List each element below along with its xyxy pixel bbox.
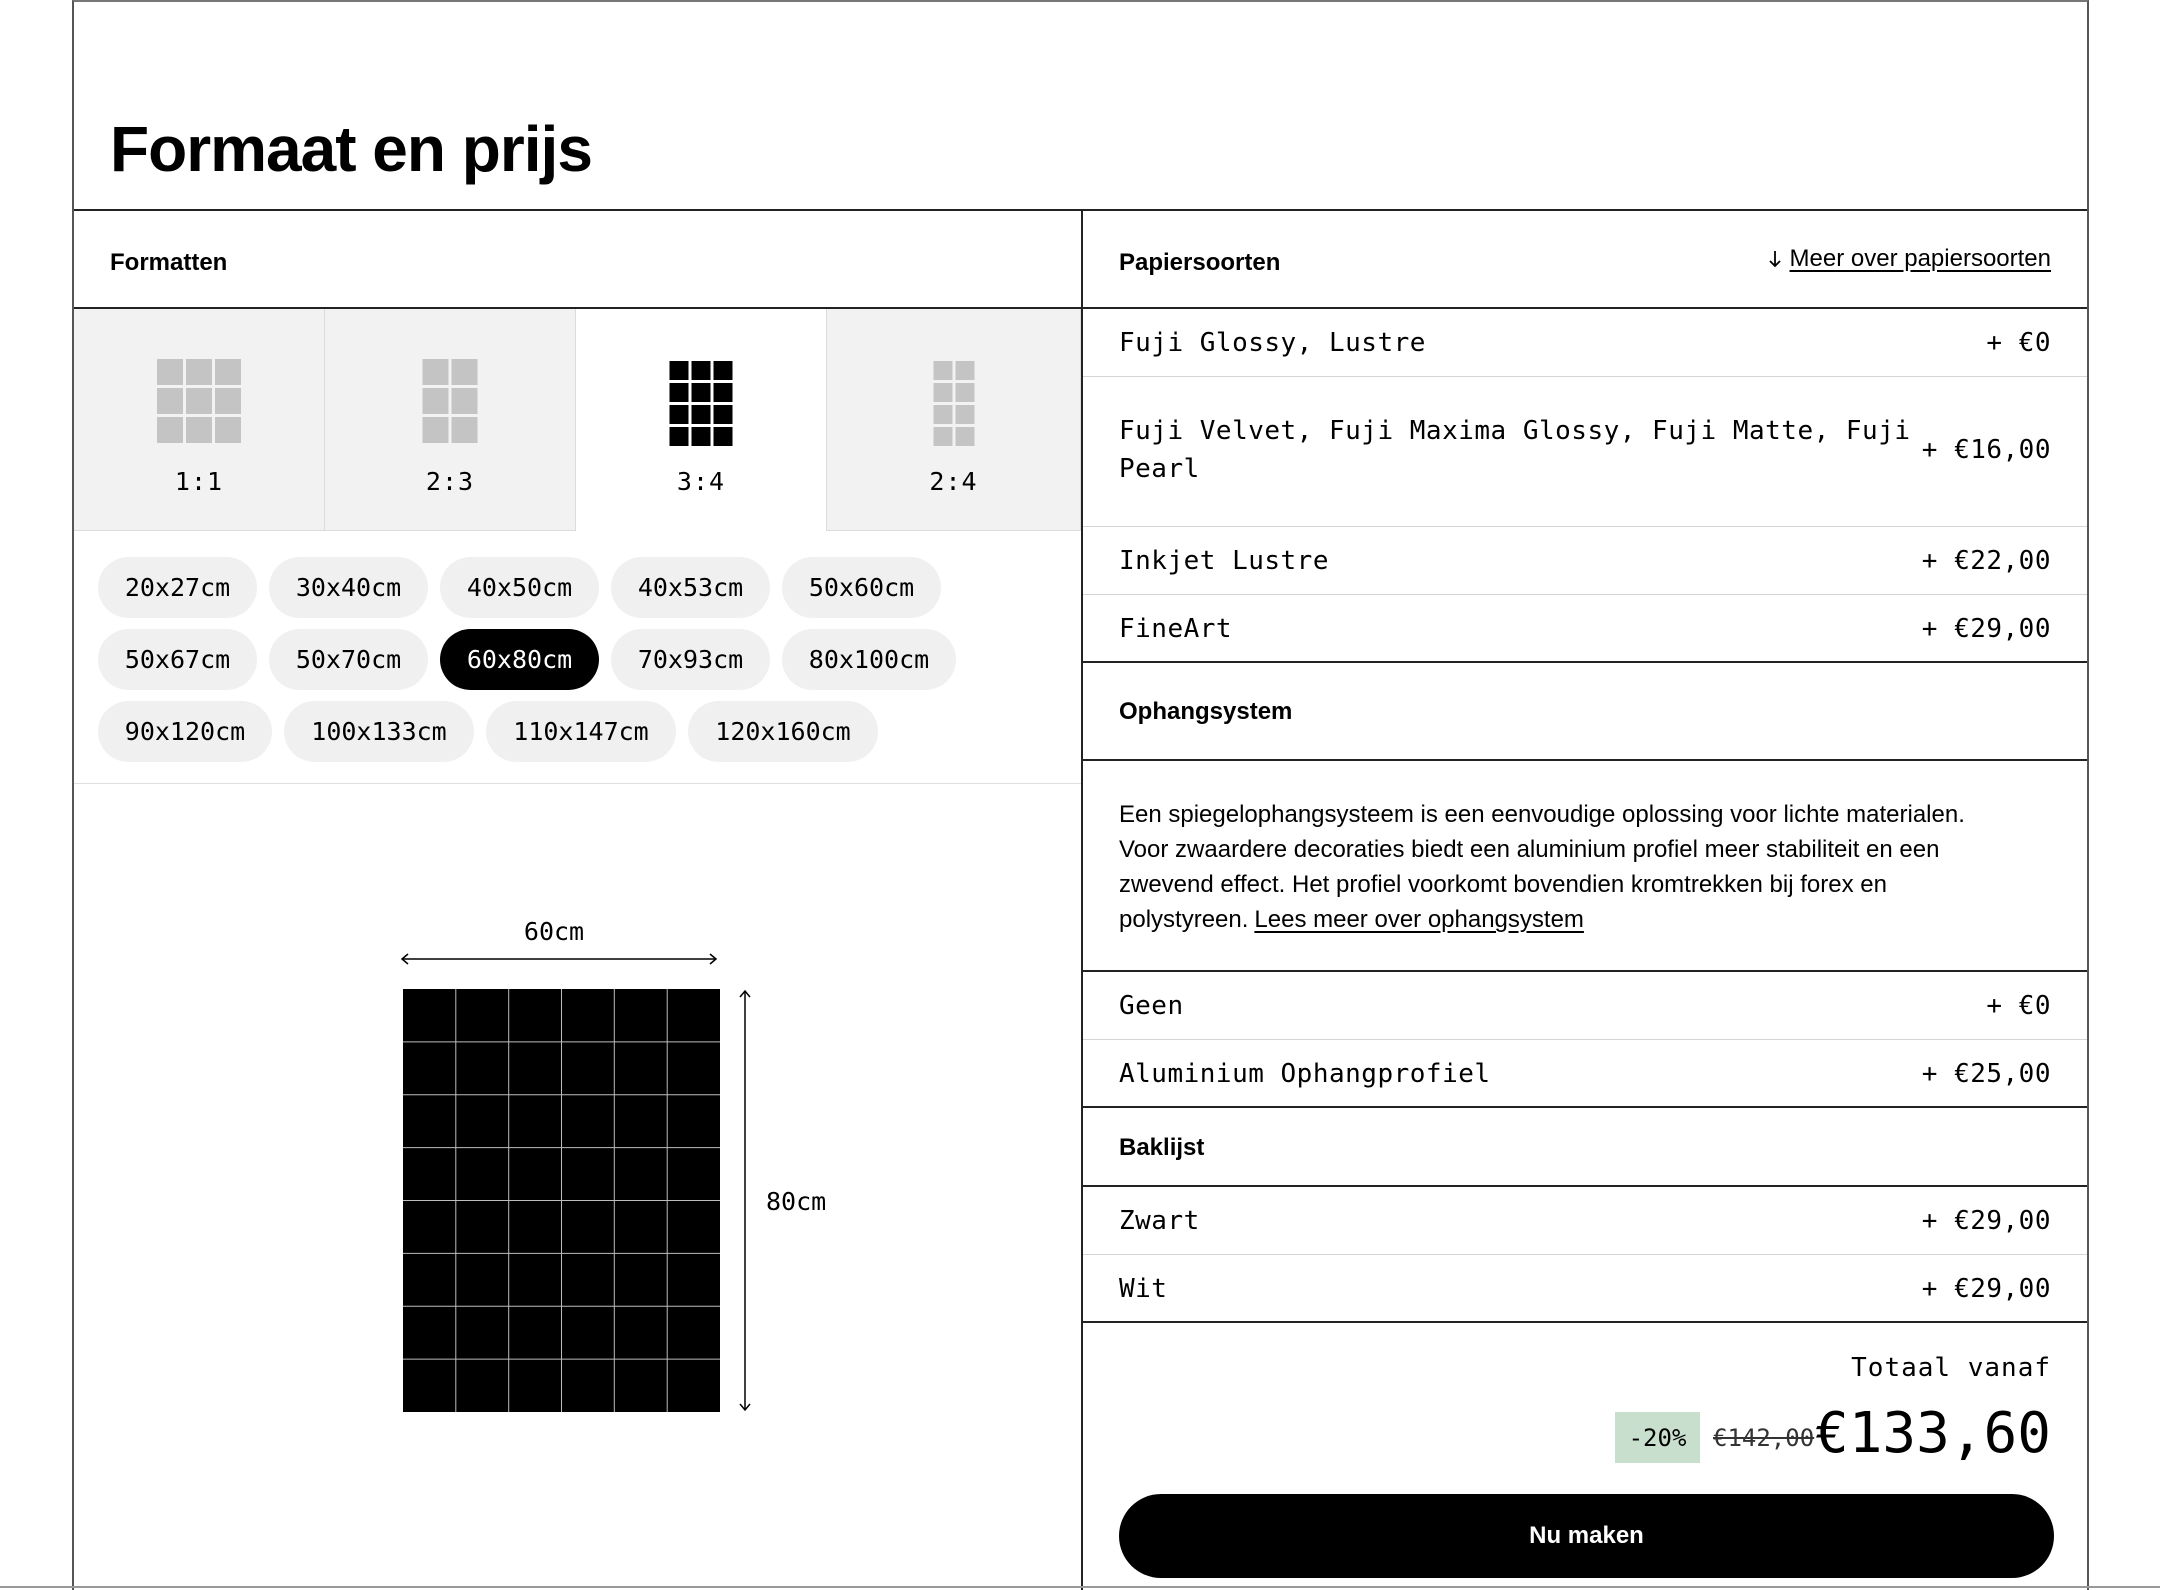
description-line: Een spiegelophangsysteem is een eenvoudige oplossing voor lichte materialen. — [1119, 801, 1965, 828]
option-price: + €29,00 — [1921, 614, 2051, 644]
option-name-line2: Pearl — [1119, 454, 1200, 484]
ratio-label: 2:4 — [929, 467, 978, 496]
formats-heading: Formatten — [110, 249, 228, 276]
discount-badge: -20% — [1615, 1412, 1700, 1463]
size-chip[interactable]: 80x100cm — [782, 629, 956, 690]
option-price: + €22,00 — [1921, 546, 2051, 576]
old-price: €142,00 — [1713, 1424, 1815, 1452]
size-chips — [74, 531, 1081, 784]
description-line: polystyreen. — [1119, 906, 1249, 933]
ratio-label: 1:1 — [174, 467, 224, 496]
size-chip[interactable]: 70x93cm — [611, 629, 770, 690]
size-preview — [74, 787, 1081, 1383]
hanging-heading: Ophangsystem — [1119, 698, 1293, 725]
option-name-line1: Fuji Velvet, Fuji Maxima Glossy, Fuji Matte, Fuji — [1119, 416, 1911, 446]
option-name: Aluminium Ophangprofiel — [1119, 1059, 1491, 1089]
size-chip[interactable]: 40x53cm — [611, 557, 770, 618]
size-chip[interactable]: 30x40cm — [269, 557, 428, 618]
ratio-2-3-icon — [423, 359, 478, 443]
total-section — [1083, 1323, 2087, 1590]
option-name: Inkjet Lustre — [1119, 546, 1329, 576]
paper-option[interactable] — [1083, 595, 2087, 663]
size-chip[interactable]: 50x60cm — [782, 557, 941, 618]
option-price: + €29,00 — [1921, 1274, 2051, 1304]
ratio-label: 2:3 — [425, 467, 475, 496]
height-arrow-icon — [738, 989, 752, 1412]
height-label: 80cm — [766, 1187, 827, 1216]
hanging-info-link[interactable]: Lees meer over ophangsystem — [1254, 906, 1584, 933]
paper-heading: Papiersoorten — [1119, 249, 1281, 276]
ratio-1-1-icon — [157, 359, 241, 443]
bottom-divider — [0, 1586, 2160, 1588]
page-frame — [72, 0, 2089, 1590]
ratio-3-4-icon — [670, 361, 733, 446]
size-chip[interactable]: 100x133cm — [284, 701, 474, 762]
canvas-preview — [403, 989, 720, 1412]
page-title: Formaat en prijs — [110, 113, 592, 185]
size-chip[interactable]: 110x147cm — [486, 701, 676, 762]
size-chip[interactable]: 120x160cm — [688, 701, 878, 762]
size-chip[interactable]: 90x120cm — [98, 701, 272, 762]
ratio-2-4-icon — [933, 361, 974, 446]
option-name: Geen — [1119, 991, 1184, 1021]
hanging-header — [1083, 663, 2087, 761]
paper-option[interactable] — [1083, 309, 2087, 377]
size-chip[interactable]: 50x67cm — [98, 629, 257, 690]
option-price: + €16,00 — [1921, 435, 2051, 465]
options-column — [1081, 211, 2087, 1590]
description-line: Voor zwaardere decoraties biedt een aluminium profiel meer stabiliteit en een — [1119, 836, 1940, 863]
option-name: Wit — [1119, 1274, 1168, 1304]
description-line: zwevend effect. Het profiel voorkomt bovendien kromtrekken bij forex en — [1119, 871, 1887, 898]
option-price: + €29,00 — [1921, 1206, 2051, 1236]
ratio-tab-1-1[interactable] — [74, 309, 325, 531]
ratio-tab-3-4[interactable] — [576, 309, 827, 531]
option-price: + €25,00 — [1921, 1059, 2051, 1089]
ratio-label: 3:4 — [676, 467, 726, 496]
paper-option[interactable] — [1083, 377, 2087, 527]
frame-option[interactable] — [1083, 1255, 2087, 1323]
total-label: Totaal vanaf — [1851, 1353, 2051, 1383]
make-now-button[interactable]: Nu maken — [1119, 1494, 2054, 1578]
frame-option[interactable] — [1083, 1187, 2087, 1255]
ratio-tab-2-3[interactable] — [325, 309, 576, 531]
frame-header — [1083, 1108, 2087, 1187]
width-label: 60cm — [523, 917, 585, 946]
arrow-down-icon — [1768, 250, 1782, 268]
option-name: FineArt — [1119, 614, 1233, 644]
size-chip-selected[interactable]: 60x80cm — [440, 629, 599, 690]
hanging-option[interactable] — [1083, 972, 2087, 1040]
paper-info-link-label: Meer over papiersoorten — [1789, 245, 2051, 272]
size-chip[interactable]: 20x27cm — [98, 557, 257, 618]
option-name: Zwart — [1119, 1206, 1200, 1236]
option-price: + €0 — [1986, 991, 2051, 1021]
ratio-tab-2-4[interactable] — [827, 309, 1081, 531]
paper-header — [1083, 211, 2087, 309]
option-name: Fuji Glossy, Lustre — [1119, 328, 1426, 358]
paper-info-link[interactable] — [1768, 245, 2051, 273]
ratio-tabs — [74, 309, 1081, 531]
frame-heading: Baklijst — [1119, 1134, 1205, 1161]
paper-option[interactable] — [1083, 527, 2087, 595]
width-arrow-icon — [400, 952, 718, 966]
size-chip[interactable]: 40x50cm — [440, 557, 599, 618]
hanging-description — [1083, 761, 2087, 972]
total-price: €133,60 — [1814, 1401, 2051, 1466]
size-chip[interactable]: 50x70cm — [269, 629, 428, 690]
hanging-option[interactable] — [1083, 1040, 2087, 1108]
option-price: + €0 — [1986, 328, 2051, 358]
formats-header — [74, 211, 1081, 309]
